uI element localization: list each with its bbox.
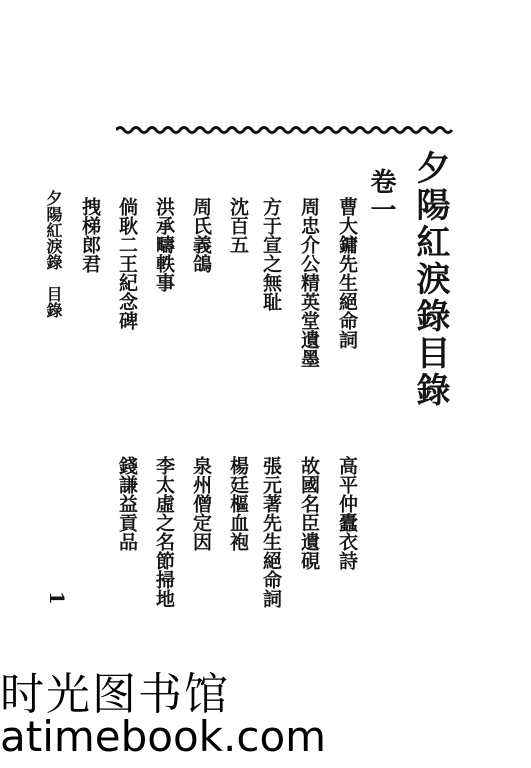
page-title: 夕陽紅淚錄目錄 (410, 150, 450, 409)
running-title: 夕陽紅淚錄 目錄 (44, 190, 63, 318)
decorative-border (116, 124, 456, 136)
entry-upper-8: 拽梯郎君 (79, 197, 101, 273)
watermark-chinese: 时光图书馆 (0, 669, 230, 720)
entry-upper-2: 周忠介公精英堂遺墨 (298, 197, 320, 368)
volume-heading: 卷一 (366, 168, 396, 224)
entry-lower-4: 楊廷樞血袍 (227, 456, 249, 551)
entry-lower-6: 李太虛之名節掃地 (153, 456, 175, 608)
entry-lower-1: 高平仲蠹衣詩 (336, 456, 358, 570)
entry-upper-7: 倘耿二王紀念碑 (116, 197, 138, 330)
entry-lower-5: 泉州僧定因 (190, 456, 212, 551)
entry-lower-2: 故國名臣遺硯 (298, 456, 320, 570)
entry-upper-1: 曹大鏞先生絕命詞 (336, 197, 358, 349)
entry-upper-6: 洪承疇軼事 (153, 197, 175, 292)
entry-upper-5: 周氏義鴿 (190, 197, 212, 273)
entry-lower-3: 張元著先生絕命詞 (260, 456, 282, 608)
entry-lower-7: 錢謙益貢品 (116, 456, 138, 551)
entry-upper-4: 沈百五 (227, 197, 249, 254)
entry-upper-3: 方于宣之無耻 (260, 197, 282, 311)
watermark-url: atimebook.com (0, 712, 327, 761)
page-number: 1 (44, 591, 69, 605)
